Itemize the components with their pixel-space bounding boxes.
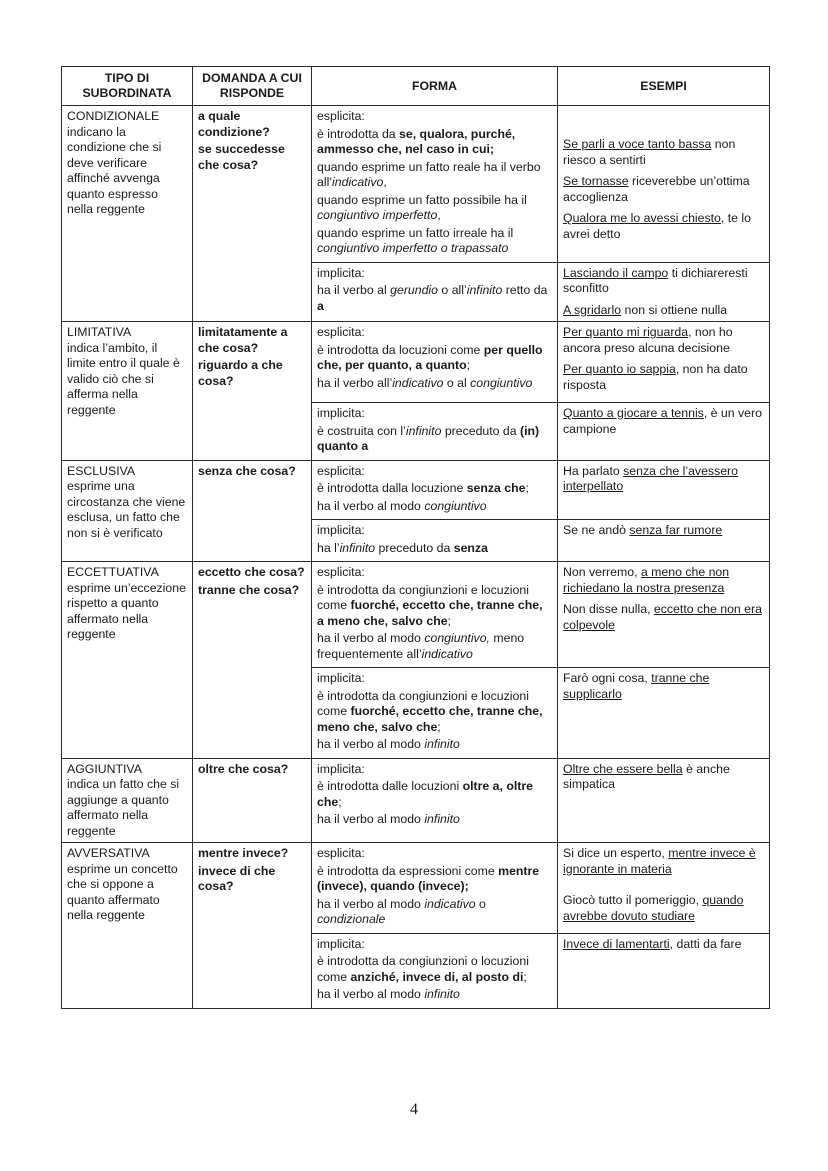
form-label: implicita: (317, 523, 365, 537)
table-row (62, 758, 770, 843)
form-cell-implicita (312, 933, 558, 1008)
text: o (475, 896, 486, 911)
examples-cell (558, 262, 770, 322)
subordinate-underlined: eccetto che non era colpevole (563, 602, 762, 632)
text: è introdotta da locuzioni come (317, 342, 484, 357)
question: invece di che cosa? (198, 863, 276, 893)
conjunctions: per quello che, per quanto, a quanto (317, 342, 543, 372)
example (563, 937, 764, 953)
text: Farò ogni cosa, (563, 671, 652, 685)
text: è introdotta da congiunzioni e locuzioni come (317, 582, 529, 612)
form-cell-esplicita (312, 322, 558, 403)
text: , (383, 175, 387, 189)
text: ha il verbo al (317, 283, 391, 297)
form-intro (317, 779, 552, 810)
type-cell-esclusiva (62, 460, 193, 562)
type-description: esprime un’eccezione rispetto a quanto affermato nella reggente (67, 580, 186, 641)
subordinate-underlined: a meno che non richiedano la nostra presenza (563, 565, 730, 595)
subordinate-underlined: Per quanto mi riguarda (563, 325, 689, 339)
text: quando esprime un fatto irreale ha il (317, 225, 514, 240)
example (563, 464, 764, 495)
conjunctions: senza (453, 540, 488, 555)
text: è introdotta dalle locuzioni (317, 779, 463, 793)
subordinate-underlined: Quanto a giocare a tennis (563, 406, 704, 420)
example (563, 602, 764, 633)
example (563, 671, 764, 702)
text: , è un vero campione (563, 406, 762, 436)
text: , datti da fare (669, 936, 742, 951)
question-cell-esclusiva (193, 460, 312, 562)
text: retto da (502, 283, 548, 297)
text: preceduto da (375, 540, 454, 555)
text: ha il verbo al modo (317, 812, 425, 826)
subordinate-underlined: senza che l’avessero interpellato (563, 463, 738, 493)
form-verb (317, 226, 552, 257)
text: o al (443, 375, 471, 390)
conjunctions: anziché, invece di, al posto di (350, 969, 524, 984)
text: ; (466, 358, 471, 372)
form-cell-esplicita (312, 460, 558, 520)
conjunctions: a (317, 298, 324, 313)
question-cell-aggiuntiva (193, 758, 312, 843)
examples-cell (558, 460, 770, 520)
examples-cell (558, 933, 770, 1008)
mood: congiuntivo imperfetto o trapassato (317, 241, 509, 255)
form-label: esplicita: (317, 109, 365, 123)
form-verb (317, 631, 552, 662)
text: è anche simpatica (563, 761, 730, 791)
text: ha il verbo al modo (317, 498, 425, 513)
text: ha il verbo al modo (317, 631, 425, 645)
form-verb (317, 812, 552, 828)
text: ; (525, 481, 529, 495)
form-label: implicita: (317, 761, 365, 776)
form-verb (317, 897, 552, 928)
mood: gerundio (390, 283, 439, 297)
type-name: ESCLUSIVA (67, 463, 136, 478)
conjunctions: oltre a, oltre che (317, 779, 533, 809)
text: o all’ (438, 283, 467, 297)
text: non riesco a sentirti (563, 137, 736, 167)
type-description: indica l’ambito, il limite entro il quale è valido ciò che si afferma nella reggente (67, 340, 180, 417)
header-esempi: ESEMPI (558, 67, 770, 106)
form-intro (317, 127, 552, 158)
form-label: implicita: (317, 265, 365, 280)
form-intro (317, 583, 552, 630)
text: ha il verbo all’ (317, 375, 393, 390)
text: ; (447, 613, 451, 628)
example (563, 325, 764, 356)
example (563, 362, 764, 393)
table-row (62, 562, 770, 668)
text: quando esprime un fatto possibile ha il (317, 192, 527, 207)
text: meno frequentemente all’ (317, 631, 525, 661)
form-label: implicita: (317, 406, 365, 420)
question: mentre invece? (198, 846, 289, 860)
type-description: indica un fatto che si aggiunge a quanto affermato nella reggente (67, 777, 180, 838)
question: oltre che cosa? (198, 761, 289, 776)
text: ha l’ (317, 540, 340, 555)
text: ti dichiareresti sconfitto (563, 265, 748, 295)
examples-cell (558, 562, 770, 668)
form-verb (317, 737, 552, 753)
example (563, 406, 764, 437)
examples-cell (558, 758, 770, 843)
mood: infinito (339, 540, 376, 555)
form-cell-implicita (312, 403, 558, 461)
mood: condizionale (317, 912, 386, 926)
form-label: esplicita: (317, 325, 365, 339)
text: Non disse nulla, (563, 602, 654, 616)
examples-cell (558, 403, 770, 461)
type-cell-eccettuativa (62, 562, 193, 759)
text: ha il verbo al modo (317, 987, 425, 1001)
text: Giocò tutto il pomeriggio, (563, 893, 703, 907)
table-row (62, 460, 770, 520)
table-row (62, 322, 770, 403)
subordinate-underlined: tranne che supplicarlo (563, 671, 710, 701)
type-cell-limitativa (62, 322, 193, 461)
page-number: 4 (410, 1101, 418, 1118)
type-name: LIMITATIVA (67, 325, 132, 339)
example (563, 303, 764, 319)
example (563, 846, 764, 877)
form-verb (317, 424, 552, 455)
text: preceduto da (441, 423, 521, 438)
header-tipo: TIPO DI SUBORDINATA (62, 67, 193, 106)
mood: congiuntivo imperfetto (317, 208, 438, 222)
question: tranne che cosa? (198, 582, 300, 597)
mood: infinito (424, 737, 460, 751)
question-cell-condizionale (193, 106, 312, 322)
conjunctions: senza che (466, 481, 526, 495)
text: Si dice un esperto, (563, 846, 669, 860)
form-verb (317, 193, 552, 224)
subordinate-underlined: Per quanto io sappia (563, 362, 676, 376)
text: Non verremo, (563, 565, 641, 579)
form-cell-implicita (312, 758, 558, 843)
text: ha il verbo al modo (317, 896, 425, 911)
subordinate-underlined: Invece di lamentarti (563, 936, 670, 951)
examples-cell (558, 668, 770, 759)
header-domanda: DOMANDA A CUI RISPONDE (193, 67, 312, 106)
form-cell-implicita (312, 520, 558, 562)
text: ; (437, 719, 441, 734)
text: ; (338, 794, 342, 809)
type-name: AGGIUNTIVA (67, 761, 142, 776)
text: quando esprime un fatto reale ha il verbo all’ (317, 159, 541, 189)
text: non si ottiene nulla (621, 302, 728, 317)
subordinate-underlined: senza far rumore (629, 523, 723, 537)
text: , non ha dato risposta (563, 362, 748, 392)
conjunctions: fuorché, eccetto che, tranne che, meno che, salvo che (317, 704, 543, 734)
type-description: esprime un concetto che si oppone a quanto affermato nella reggente (67, 861, 178, 922)
table-header-row (62, 67, 770, 106)
type-name: ECCETTUATIVA (67, 565, 159, 579)
text: ; (523, 969, 527, 984)
text: è introdotta da espressioni come (317, 863, 499, 878)
question-cell-eccettuativa (193, 562, 312, 759)
form-intro (317, 481, 552, 497)
mood: congiuntivo (470, 375, 533, 390)
text: , non ho ancora preso alcuna decisione (563, 325, 733, 355)
form-cell-esplicita (312, 106, 558, 263)
example (563, 762, 764, 793)
form-verb (317, 160, 552, 191)
text: è introdotta da congiunzioni e locuzioni come (317, 688, 529, 718)
form-cell-esplicita (312, 843, 558, 934)
type-description: indicano la condizione che si deve verificare affinché avvenga quanto espresso nella reggente (67, 124, 162, 216)
subordinate-underlined: Oltre che essere bella (563, 761, 683, 776)
form-intro (317, 954, 552, 985)
text: ha il verbo al modo (317, 737, 425, 751)
type-cell-avversativa (62, 843, 193, 1009)
form-label: esplicita: (317, 565, 365, 579)
header-forma: FORMA (312, 67, 558, 106)
text: Ha parlato (563, 463, 624, 478)
question: riguardo a che cosa? (198, 358, 283, 388)
examples-cell (558, 520, 770, 562)
text: è introdotta da (317, 126, 400, 141)
conjunctions: fuorché, eccetto che, tranne che, a meno che, salvo che (317, 598, 543, 628)
type-name: AVVERSATIVA (67, 846, 150, 860)
mood: indicativo (424, 896, 476, 911)
type-cell-aggiuntiva (62, 758, 193, 843)
mood: indicativo (421, 646, 473, 661)
mood: infinito (424, 987, 460, 1001)
examples-cell (558, 106, 770, 263)
type-description: esprime una circostanza che viene esclusa, un fatto che non si è verificato (67, 479, 186, 540)
mood: infinito (405, 423, 442, 438)
question-cell-limitativa (193, 322, 312, 461)
example (563, 211, 764, 242)
question: a quale condizione? (198, 109, 270, 139)
subordinate-underlined: Qualora me lo avessi chiesto, (563, 211, 725, 225)
table-row (62, 106, 770, 263)
question: limitatamente a che cosa? (198, 325, 288, 355)
question: eccetto che cosa? (198, 565, 305, 579)
subordinate-underlined: Se tornasse (563, 174, 629, 188)
mood: congiuntivo, (424, 631, 490, 645)
example (563, 266, 764, 297)
text: riceverebbe un’ottima accoglienza (563, 174, 750, 204)
subordinate-underlined: A sgridarlo (563, 302, 622, 317)
question: senza che cosa? (198, 463, 296, 478)
text: è introdotta dalla locuzione (317, 481, 467, 495)
form-label: esplicita: (317, 846, 365, 860)
text: , (437, 208, 441, 222)
form-label: esplicita: (317, 463, 365, 478)
text: Se ne andò (563, 523, 630, 537)
question-cell-avversativa (193, 843, 312, 1009)
subordinate-underlined: Se parli a voce tanto bassa (563, 137, 712, 151)
example (563, 137, 764, 168)
mood: infinito (424, 812, 460, 826)
question: se succedesse che cosa? (198, 142, 285, 172)
form-verb (317, 541, 552, 557)
mood: indicativo (332, 175, 384, 189)
example (563, 893, 764, 924)
form-verb (317, 499, 552, 515)
subordinate-underlined: Lasciando il campo (563, 265, 669, 280)
conjunctions: (in) quanto a (317, 423, 540, 453)
text: te lo avrei detto (563, 211, 751, 241)
subordinate-underlined: quando avrebbe dovuto studiare (563, 893, 744, 923)
text: è costruita con l’ (317, 423, 406, 438)
form-cell-esplicita (312, 562, 558, 668)
form-label: implicita: (317, 936, 365, 951)
examples-cell (558, 843, 770, 934)
form-verb (317, 376, 552, 392)
text: è introdotta da congiunzioni o locuzioni come (317, 954, 529, 984)
text: ; (489, 142, 495, 156)
example (563, 174, 764, 205)
example (563, 565, 764, 596)
form-verb (317, 987, 552, 1003)
form-intro (317, 343, 552, 374)
type-cell-condizionale (62, 106, 193, 322)
examples-cell (558, 322, 770, 403)
form-cell-implicita (312, 668, 558, 759)
mood: indicativo (392, 375, 444, 390)
form-cell-implicita (312, 262, 558, 322)
form-verb (317, 283, 552, 314)
example (563, 523, 764, 539)
mood: congiuntivo (424, 498, 487, 513)
mood: infinito (466, 283, 503, 297)
form-label: implicita: (317, 671, 365, 685)
form-intro (317, 689, 552, 736)
conjunctions: se, qualora, purché, ammesso che, nel caso in cui (317, 126, 516, 156)
subordinate-underlined: mentre invece è ignorante in materia (563, 846, 756, 876)
form-intro (317, 864, 552, 895)
subordinate-clauses-table (61, 66, 770, 1009)
conjunctions: mentre (invece), quando (invece); (317, 863, 540, 893)
type-name: CONDIZIONALE (67, 109, 160, 123)
table-row (62, 843, 770, 934)
